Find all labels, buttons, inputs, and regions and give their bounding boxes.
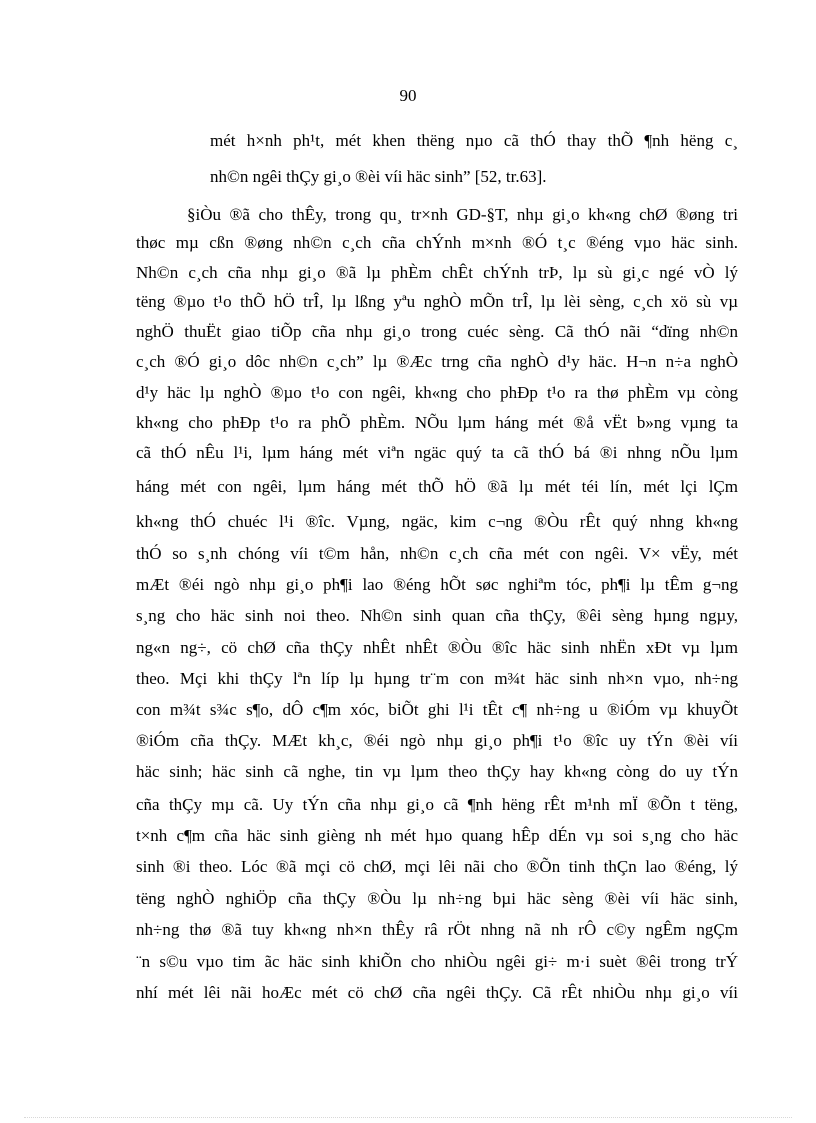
text-line: thÓ so s¸nh chóng víi t©m hån, nh©n c¸ch cña mét con ngêi. V× vËy, mét	[136, 544, 738, 563]
text-line: s¸ng cho häc sinh noi theo. Nh©n sinh quan cña thÇy, ®êi sèng hµng ngµy,	[136, 606, 738, 625]
text-line: nh÷ng thø ®ã tuy kh«ng nh×n thÊy râ rÖt nhng nã nh rÔ c©y ngÊm ngÇm	[136, 920, 738, 939]
text-line: sinh ®i theo. Lóc ®ã mçi cö chØ, mçi lêi nãi cho ®Õn tinh thÇn lao ®éng, lý	[136, 857, 738, 876]
text-line: kh«ng cho phÐp t¹o ra phÕ phÈm. NÕu lµm háng mét ®å vËt b»ng vµng ta	[136, 413, 738, 432]
text-line: mÆt ®éi ngò nhµ gi¸o ph¶i lao ®éng hÕt søc nghiªm tóc, ph¶i lµ tÊm g¬ng	[136, 575, 738, 594]
text-line: nh©n ngêi thÇy gi¸o ®èi víi häc sinh” [52, tr.63].	[210, 167, 547, 186]
text-line: con m¾t s¾c s¶o, dÔ c¶m xóc, biÕt ghi l¹i tÊt c¶ nh÷ng u ®iÓm vµ khuyÕt	[136, 700, 738, 719]
text-line: ®iÓm cña thÇy. MÆt kh¸c, ®éi ngò nhµ gi¸o ph¶i t¹o ®îc uy tÝn ®èi víi	[136, 731, 738, 750]
text-line: kh«ng thÓ chuéc l¹i ®îc. Vµng, ngäc, kim c¬ng ®Òu rÊt quý nhng kh«ng	[136, 512, 738, 531]
text-line: cña thÇy mµ cã. Uy tÝn cña nhµ gi¸o cã ¶nh hëng rÊt m¹nh mÏ ®Õn t tëng,	[136, 795, 738, 814]
page-number: 90	[399, 86, 417, 105]
text-line: theo. Mçi khi thÇy lªn líp lµ hµng tr¨m con m¾t häc sinh nh×n vµo, nh÷ng	[136, 669, 738, 688]
text-line: t×nh c¶m cña häc sinh gièng nh mét hµo quang hÊp dÉn vµ soi s¸ng cho häc	[136, 826, 738, 845]
text-line: d¹y häc lµ nghÒ ®µo t¹o con ngêi, kh«ng cho phÐp t¹o ra thø phÈm vµ còng	[136, 383, 738, 402]
text-line: háng mét con ngêi, lµm háng mét thÕ hÖ ®ã lµ mét téi lín, mét lçi lÇm	[136, 477, 738, 496]
text-line: nhí mét lêi nãi hoÆc mét cö chØ cña ngêi thÇy. Cã rÊt nhiÒu nhµ gi¸o víi	[136, 983, 738, 1002]
text-line: §iÒu ®ã cho thÊy, trong qu¸ tr×nh GD-§T, nhµ gi¸o kh«ng chØ ®øng tri	[187, 205, 738, 224]
text-line: Nh©n c¸ch cña nhµ gi¸o ®ã lµ phÈm chÊt chÝnh trÞ, lµ sù gi¸c ngé vÒ lý	[136, 263, 738, 282]
text-line: tëng nghÒ nghiÖp cña thÇy ®Òu lµ nh÷ng bµi häc sèng ®èi víi häc sinh,	[136, 889, 738, 908]
text-line: cã thÓ nÊu l¹i, lµm háng mét viªn ngäc quý ta cã thÓ bá ®i nhng nÕu lµm	[136, 443, 738, 462]
text-line: mét h×nh ph¹t, mét khen thëng nµo cã thÓ thay thÕ ¶nh hëng c¸	[210, 131, 738, 150]
text-line: ¨n s©u vµo tim ãc häc sinh khiÕn cho nhiÒu ngêi gi÷ m·i suèt ®êi trong trÝ	[136, 952, 738, 971]
text-line: thøc mµ cßn ®øng nh©n c¸ch cña chÝnh m×nh ®Ó t¸c ®éng vµo häc sinh.	[136, 233, 738, 252]
text-line: häc sinh; häc sinh cã nghe, tin vµ lµm theo thÇy hay kh«ng còng do uy tÝn	[136, 762, 738, 781]
text-line: nghÖ thuËt giao tiÕp cña nhµ gi¸o trong cuéc sèng. Cã thÓ nãi “dïng nh©n	[136, 322, 738, 341]
footer-divider	[24, 1117, 792, 1118]
text-line: tëng ®µo t¹o thÕ hÖ trÎ, lµ lßng yªu nghÒ mÕn trÎ, lµ lèi sèng, c¸ch xö sù vµ	[136, 292, 738, 311]
text-line: ng«n ng÷, cö chØ cña thÇy nhÊt nhÊt ®Òu ®îc häc sinh nhËn xÐt vµ lµm	[136, 638, 738, 657]
text-line: c¸ch ®Ó gi¸o dôc nh©n c¸ch” lµ ®Æc trng cña nghÒ d¹y häc. H¬n n÷a nghÒ	[136, 352, 738, 371]
